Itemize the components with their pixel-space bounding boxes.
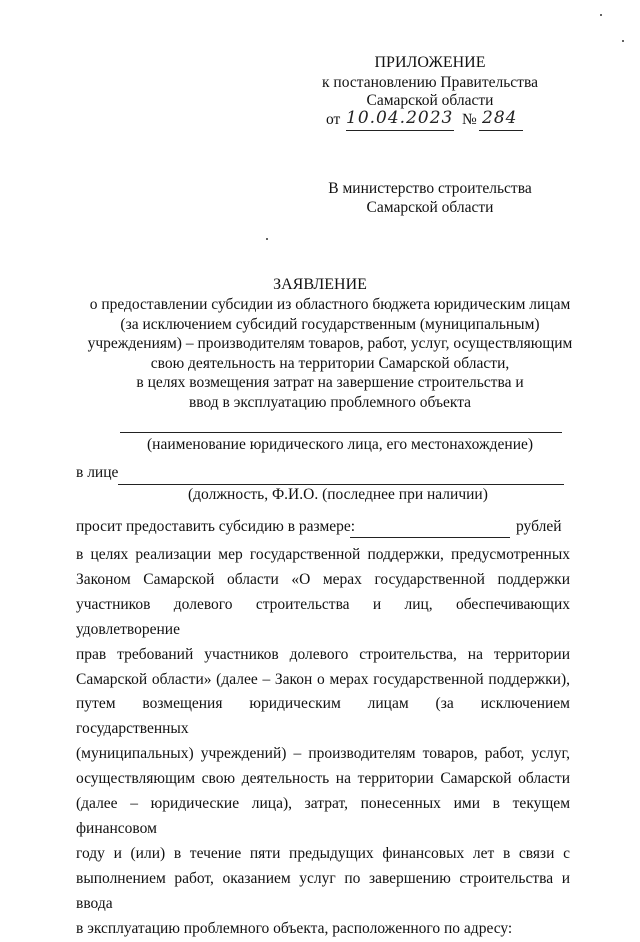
scan-speck bbox=[266, 238, 268, 240]
statement-title: ЗАЯВЛЕНИЕ bbox=[273, 276, 367, 293]
entity-name-field-line[interactable] bbox=[120, 432, 562, 433]
appendix-title: ПРИЛОЖЕНИЕ bbox=[374, 54, 486, 71]
subject-line: ввод в эксплуатацию проблемного объекта bbox=[188, 393, 472, 411]
body-line: выполнением работ, оказанием услуг по завершению строительства и ввода bbox=[76, 869, 570, 912]
in-person-label: в лице bbox=[76, 464, 119, 481]
subject-line: о предоставлении субсидии из областного бюджета юридическим лицам bbox=[89, 296, 571, 313]
appendix-region-line: Самарской области bbox=[366, 92, 494, 109]
scan-speck bbox=[622, 40, 624, 42]
body-line: в целях реализации мер государственной поддержки, предусмотренных bbox=[76, 546, 570, 563]
subject-line: учреждениям) – производителям товаров, работ, услуг, осуществляющим bbox=[87, 335, 573, 353]
subsidy-request-label: просит предоставить субсидию в размере: bbox=[76, 518, 356, 535]
currency-label: рублей bbox=[516, 518, 562, 535]
entity-name-caption: (наименование юридического лица, его местонахождение) bbox=[147, 436, 534, 453]
date-value: 10.04.2023 bbox=[346, 108, 454, 128]
number-value: 284 bbox=[482, 108, 518, 128]
body-line: (муниципальных) учреждений) – производителям товаров, работ, услуг, bbox=[76, 745, 570, 763]
statement-subject bbox=[40, 295, 620, 413]
body-line: осуществляющим свою деятельность на территории Самарской области bbox=[76, 770, 570, 788]
body-paragraph bbox=[76, 543, 570, 942]
subject-line: в целях возмещения затрат на завершение строительства и bbox=[136, 374, 524, 392]
body-line: участников долевого строительства и лиц, обеспечивающих удовлетворение bbox=[76, 595, 570, 638]
date-underline bbox=[346, 130, 454, 131]
body-line: Самарской области» (далее – Закон о мерах государственной поддержки), bbox=[76, 670, 570, 688]
subject-line: (за исключением субсидий государственным (муниципальным) bbox=[120, 315, 540, 333]
body-line: Законом Самарской области «О мерах государственной поддержки bbox=[76, 570, 570, 588]
number-underline bbox=[479, 130, 523, 131]
body-line: прав требований участников долевого строительства, на территории bbox=[76, 645, 570, 663]
representative-caption: (должность, Ф.И.О. (последнее при наличии) bbox=[188, 486, 488, 503]
scan-speck bbox=[600, 14, 602, 16]
representative-field-line[interactable] bbox=[118, 484, 564, 485]
body-line: году и (или) в течение пяти предыдущих финансовых лет в связи с bbox=[76, 844, 570, 862]
addressee-line-2: Самарской области bbox=[366, 199, 494, 216]
subject-line: свою деятельность на территории Самарской области, bbox=[150, 354, 510, 372]
body-line: (далее – юридические лица), затрат, понесенных ими в текущем финансовом bbox=[76, 795, 570, 837]
appendix-date-line bbox=[326, 108, 546, 135]
number-prefix: № bbox=[462, 111, 477, 128]
body-line: в эксплуатацию проблемного объекта, расположенного по адресу: bbox=[76, 919, 513, 937]
subsidy-amount-field-line[interactable] bbox=[350, 537, 510, 538]
appendix-decree-line: к постановлению Правительства bbox=[322, 74, 538, 91]
date-prefix: от bbox=[326, 111, 341, 128]
body-line: путем возмещения юридическим лицам (за исключением государственных bbox=[76, 695, 570, 738]
addressee-line-1: В министерство строительства bbox=[328, 180, 532, 197]
